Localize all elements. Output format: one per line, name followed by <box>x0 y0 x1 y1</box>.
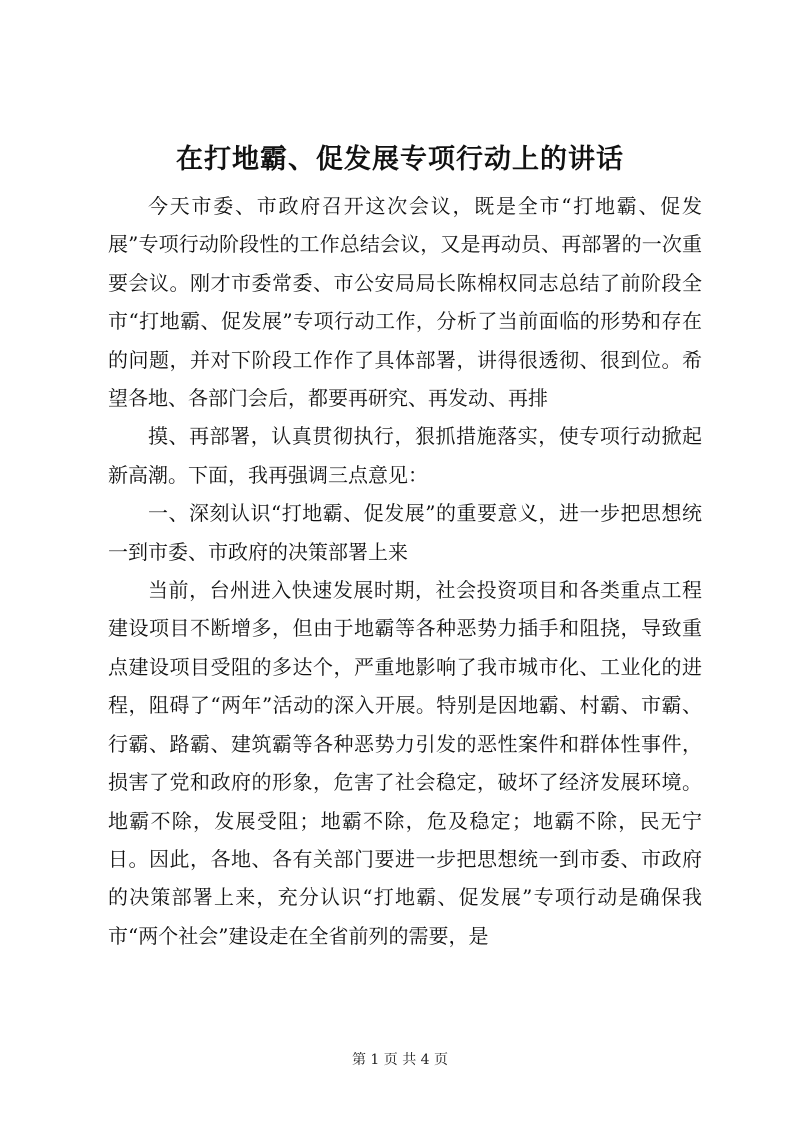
paragraph-current-situation: 当前，台州进入快速发展时期，社会投资项目和各类重点工程建设项目不断增多，但由于地霸等各种恶势力插手和阻挠，导致重点建设项目受阻的多达个，严重地影响了我市城市化、工业化的进程，阻碍了“两年”活动的深入开展。特别是因地霸、村霸、市霸、行霸、路霸、建筑霸等各种恶势力引发的恶性案件和群体性事件，损害了党和政府的形象，危害了社会稳定，破坏了经济发展环境。地霸不除，发展受阻；地霸不除，危及稳定；地霸不除，民无宁日。因此，各地、各有关部门要进一步把思想统一到市委、市政府的决策部署上来，充分认识“打地霸、促发展”专项行动是确保我市“两个社会”建设走在全省前列的需要，是 <box>108 578 702 948</box>
page-footer: 第 1 页 共 4 页 <box>351 1052 449 1068</box>
section-heading-one: 一、深刻认识“打地霸、促发展”的重要意义，进一步把思想统一到市委、市政府的决策部署上来 <box>108 501 702 564</box>
paragraph-continuation: 摸、再部署，认真贯彻执行，狠抓措施落实，使专项行动掀起新高潮。下面，我再强调三点意见： <box>108 424 702 487</box>
document-body <box>108 187 702 955</box>
paragraph-opening: 今天市委、市政府召开这次会议，既是全市“打地霸、促发展”专项行动阶段性的工作总结会议，又是再动员、再部署的一次重要会议。刚才市委常委、市公安局局长陈棉权同志总结了前阶段全市“打地霸、促发展”专项行动工作，分析了当前面临的形势和存在的问题，并对下阶段工作作了具体部署，讲得很透彻、很到位。希望各地、各部门会后，都要再研究、再发动、再排 <box>108 194 702 411</box>
document-title: 在打地霸、促发展专项行动上的讲话 <box>176 144 624 175</box>
